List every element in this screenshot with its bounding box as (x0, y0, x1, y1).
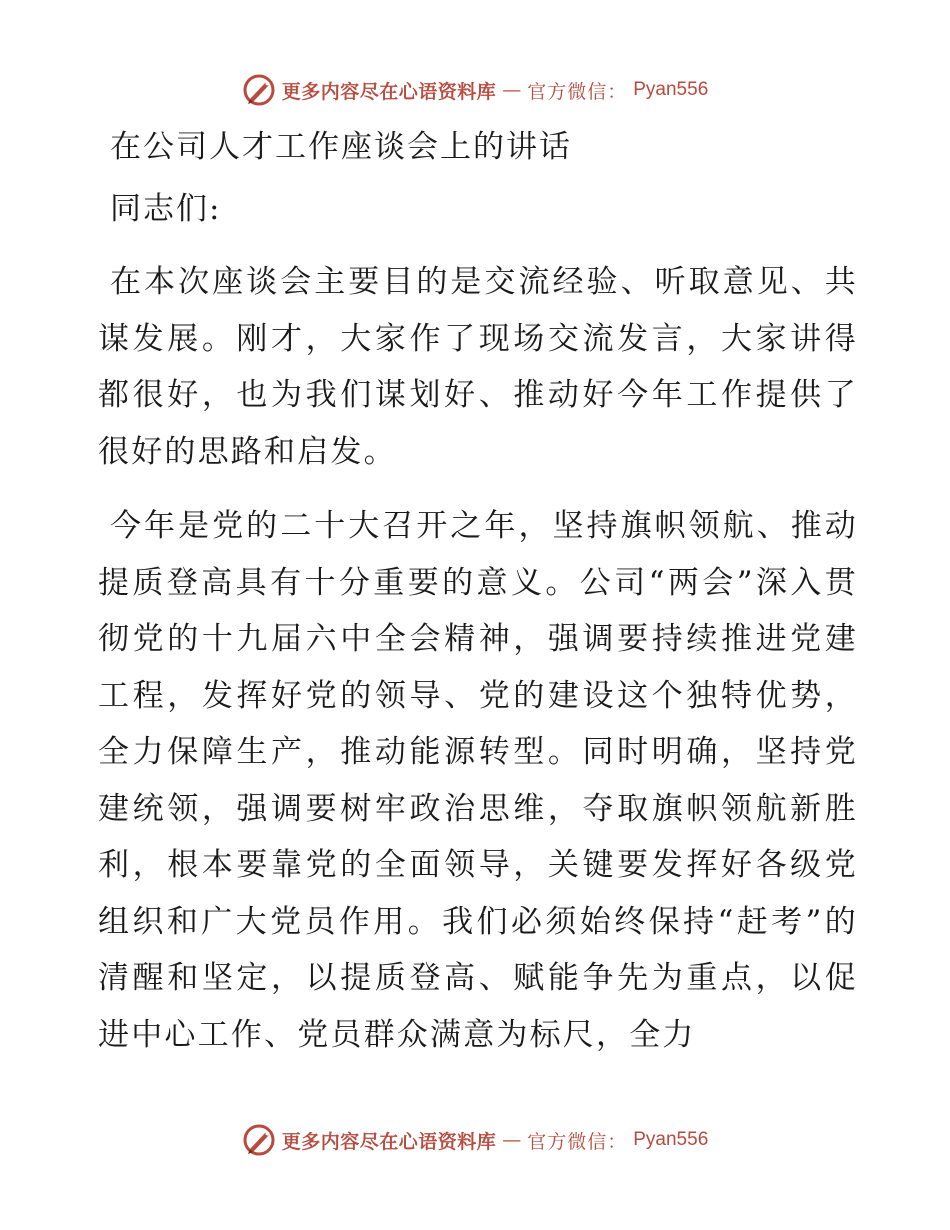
watermark-dash: — (502, 1129, 522, 1151)
header-watermark (0, 70, 950, 110)
watermark-text: 更多内容尽在心语资料库 (281, 80, 497, 103)
watermark-wechat-id: Pyan556 (633, 79, 709, 100)
footer-watermark (0, 1120, 950, 1160)
pen-logo-icon (242, 1123, 276, 1157)
watermark-text: 更多内容尽在心语资料库 (281, 1130, 497, 1153)
watermark-official-label: 官方微信： (527, 1130, 628, 1153)
watermark-dash: — (502, 79, 522, 101)
watermark-wechat-id: Pyan556 (633, 1129, 709, 1150)
paragraph-1: 在本次座谈会主要目的是交流经验、听取意见、共谋发展。刚才，大家作了现场交流发言，大家讲得都很好，也为我们谋划好、推动好今年工作提供了很好的思路和启发。 (98, 264, 858, 470)
paragraph-2: 今年是党的二十大召开之年，坚持旗帜领航、推动提质登高具有十分重要的意义。公司“两会”深入贯彻党的十九届六中全会精神，强调要持续推进党建工程，发挥好党的领导、党的建设这个独特优势，全力保障生产，推动能源转型。同时明确，坚持党建统领，强调要树牢政治思维，夺取旗帜领航新胜利，根本要靠党的全面领导，关键要发挥好各级党组织和广大党员作用。我们必须始终保持“赶考”的清醒和坚定，以提质登高、赋能争先为重点，以促进中心工作、党员群众满意为标尺，全力 (98, 508, 858, 1053)
document-title: 在公司人才工作座谈会上的讲话 (110, 129, 572, 165)
pen-logo-icon (242, 73, 276, 107)
watermark-official-label: 官方微信： (527, 80, 628, 103)
document-body (98, 116, 858, 1063)
salutation: 同志们: (110, 191, 222, 227)
